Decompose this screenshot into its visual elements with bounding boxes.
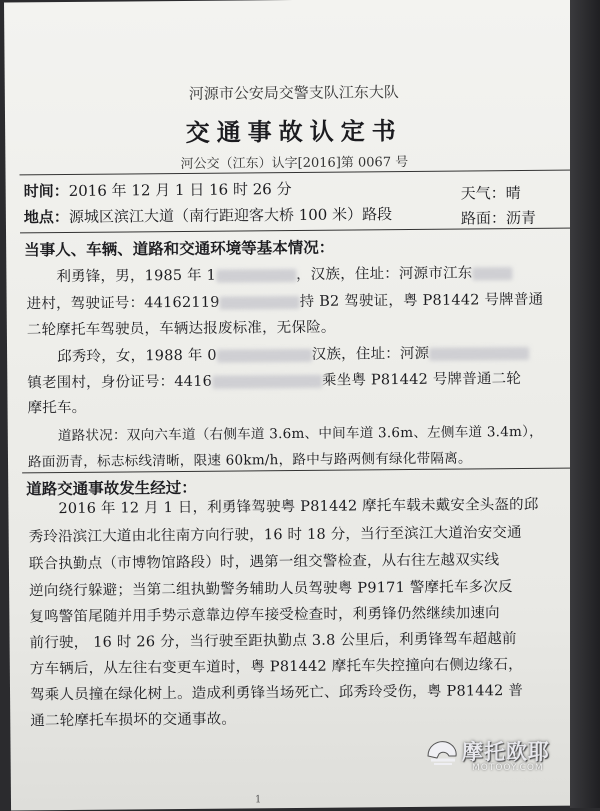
page-edge-shadow [570,0,600,808]
issuing-organization: 河源市公安局交警支队江东大队 [188,83,399,103]
party2-line1 [57,341,529,366]
accident-process-line: 逆向绕行躲避；当第二组执勤警务辅助人员驾驶粤 P9171 警摩托车多次反 [29,579,513,600]
party1-line2 [27,288,544,314]
party2-text: 乘坐粤 P81442 号牌普通二轮 [321,371,522,389]
watermark-url: MOTOOY.COM [472,763,544,773]
document-page [4,0,589,810]
redacted-block [472,267,512,280]
document-title: 交通事故认定书 [185,117,403,147]
place-value: 源城区滨江大道（南行距迎客大桥 100 米）路段 [68,205,393,226]
redacted-block [429,346,529,360]
party1-line1 [56,261,512,286]
road-condition-line2: 路面沥青，标志标线清晰，限速 60km/h，路中与路两侧有绿化带隔离。 [27,450,472,471]
party2-text: 镇老围村，身份证号：4416 [27,373,213,392]
road-condition-line1: 道路状况：双向六车道（右侧车道 3.6m、中间车道 3.6m、左侧车道 3.4m）， [57,423,543,445]
page-number: 1 [254,794,262,806]
redacted-block [212,374,322,388]
section-heading-accident-process: 道路交通事故发生经过： [26,478,197,499]
party2-text: 邱秀玲，女，1988 年 0 [57,347,217,366]
party1-line3: 二轮摩托车驾驶员，车辆达报废标准，无保险。 [26,319,336,339]
party1-text: 持 B2 驾驶证，粤 P81442 号牌普通 [299,291,544,310]
accident-process-line: 联合执勤点（市博物馆路段）时，遇第一组交警检查，从右往左越双实线 [28,552,500,573]
weather-value: 晴 [505,184,521,203]
accident-process-line: 驾乘人员撞在绿化树上。造成利勇锋当场死亡、邱秀玲受伤，粤 P81442 普 [29,683,524,704]
section-heading-basic-info: 当事人、车辆、道路和交通环境等基本情况： [24,238,335,260]
accident-process-line: 通二轮摩托车损坏的交通事故。 [30,711,237,730]
watermark-brand: 摩托欧耶 [462,740,550,764]
party2-text: 汉族，住址：河源 [311,345,430,363]
accident-process-line: 方车辆后，从左往右变更车道时，粤 P81442 摩托车失控撞向右侧边缘石， [29,657,523,678]
redacted-block [217,348,312,362]
place-row [24,203,392,227]
road-surface-label: 路面： [460,209,507,228]
time-row [24,178,292,201]
accident-process-line: 秀玲沿滨江大道由北往南方向行驶，16 时 18 分，当行至滨江大道治安交通 [28,525,522,546]
redacted-block [220,295,300,309]
time-label: 时间： [23,181,69,201]
accident-process-line: 复鸣警笛尾随并用手势示意靠边停车接受检查时，利勇锋仍然继续加速向 [29,605,500,626]
party1-text: 利勇锋，男，1985 年 1 [56,267,217,286]
accident-process-line: 前行驶， 16 时 26 分，当行驶至距执勤点 3.8 公里后，利勇锋驾车超越前 [29,631,517,652]
party1-text: 进村，驾驶证号：44162119 [26,294,220,313]
time-value: 2016 年 12 月 1 日 16 时 26 分 [68,180,292,200]
document-number: 河公交（江东）认字[2016]第 0067 号 [180,155,409,172]
place-label: 地点： [23,207,69,227]
accident-process-line: 2016 年 12 月 1 日，利勇锋驾驶粤 P81442 摩托车载未戴安全头盔的邱 [58,496,539,518]
party1-text: ，汉族，住址：河源市江东 [295,265,473,283]
motorcycle-helmet-logo-icon [425,738,459,766]
divider [20,228,578,234]
road-surface-value: 沥青 [505,208,537,228]
weather-label: 天气： [460,184,506,203]
road-surface-row [461,207,536,229]
weather-row [461,182,521,204]
redacted-block [216,268,296,282]
party2-line2 [27,367,521,392]
party2-line3: 摩托车。 [27,399,87,417]
